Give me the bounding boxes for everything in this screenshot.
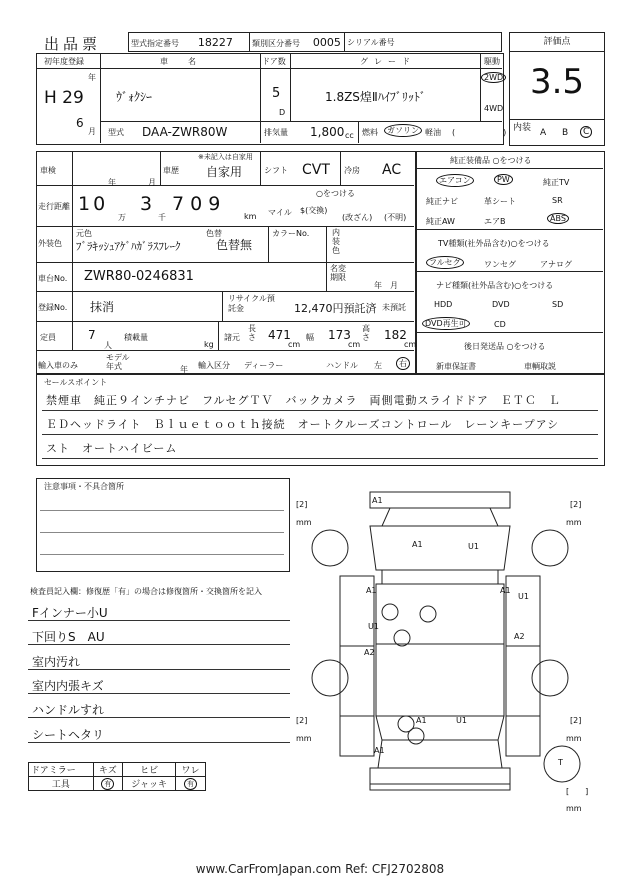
car-damage-diagram xyxy=(290,478,600,818)
colorno-label: カラーNo. xyxy=(272,229,310,238)
notes-label: 注意事項・不具合箇所 xyxy=(44,482,124,491)
type-no: 18227 xyxy=(197,35,233,49)
auction-sheet: 出品票 型式指定番号 18227 類別区分番号 0005 シリアル番号 評価点 3.5 内装 A B C 初年度登録 H 29 年 6 月 車名 ｳﾞｫｸｼｰ ドア数 5 D グレード 1.8ZS煌Ⅱﾊｲﾌﾞﾘｯﾄﾞ 駆動 2WD 4WD 型式 DAA-ZWR80W 排気量 1,800 cc 燃料 ガソリン 軽油 ( ) 車検 年 月 車歴 ※未記入は自家用 自家用 シフト CVT 冷房 AC 走行距離 10 万 3 千 709 km ○をつける マイル $(交換) (改ざん) (不明) 外装色 元色 ﾌﾞﾗｷｯｼｭｱｹﾞﾊｶﾞﾗｽﾌﾚｰｸ 色替 色替無 カラーNo. 内装色 車台No. ZWR80-0246831 名変期限 年 月 登録No. 抹消 リサイクル預託金 12,470円預託済 未預託 定員 7 人 積載量 kg 諸元 長さ 471 cm 幅 173 cm 高さ 182 cm 輸入車のみ モデル年式 年 輸入区分 ディーラー ハンドル 左 右 純正装備品 ○をつける エアコン PW 純正TV 純正ナビ 革シート SR 純正AW エアB ABS TV種類(社外品含む)○をつける フルセグ ワンセグ アナログ ナビ種類(社外品含む)○をつける HDD DVD SD DVD再生可 CD 後日発送品 ○をつける 新車保証書 車輌取説 セールスポイント 禁煙車 純正９インチナビ フルセグＴＶ バックカメラ 両側電動スライドドア ＥＴＣ Ｌ ＥＤヘッドライト Ｂｌｕｅｔｏｏｔｈ接続 オートクルーズコントロール レーンキープアシ スト オートハイビーム 注意事項・不具合箇所 検査員記入欄：修復歴「有」の場合は修復箇所・交換箇所を記入 Fインナー小U 下回りS AU 室内汚れ 室内内張キズ ハンドルすれ シートヘタリ ドアミラー キズ ヒビ ワレ 工具 有 ジャッキ 有 A1 A1 U1 A1 A1 U1 U1 A2 A2 A1 U1 A1 T [2] mm [2] mm [2] mm [2] mm [ ] mm www.CarFromJapan.com Ref: CFJ2702808 xyxy=(0,0,640,880)
legend-tool-have: 有 xyxy=(101,778,114,790)
tread-fl-unit: mm xyxy=(296,518,312,527)
rear-left-quarter xyxy=(340,716,374,756)
doors-suffix: D xyxy=(279,108,286,117)
sales-line-2: ＥＤヘッドライト Ｂｌｕｅｔｏｏｔｈ接続 オートクルーズコントロール レーンキープアシ xyxy=(46,418,560,431)
regno-label: 登録No. xyxy=(38,303,68,312)
fuel-gasoline: ガソリン xyxy=(384,124,422,137)
footer-ref: www.CarFromJapan.com Ref: CFJ2702808 xyxy=(195,862,445,876)
mileage-d5: 0 xyxy=(190,193,209,215)
sen-label: 千 xyxy=(158,213,166,222)
tv-fullseg: フルセグ xyxy=(426,256,464,269)
tread-spare-unit: mm xyxy=(566,804,582,813)
score-label: 評価点 xyxy=(510,33,604,52)
score-value: 3.5 xyxy=(529,62,585,102)
model-year-label: モデル年式 xyxy=(106,353,130,371)
chassis-label: 車台No. xyxy=(38,274,68,283)
nav-dvdplay: DVD再生可 xyxy=(422,317,470,330)
type-no-label: 型式指定番号 xyxy=(131,38,179,48)
nav-title: ナビ種類(社外品含む)○をつける xyxy=(436,281,554,290)
score-box xyxy=(509,32,605,146)
shift-label: シフト xyxy=(264,166,288,175)
equip-title: 純正装備品 ○をつける xyxy=(450,156,532,165)
disp-label: 排気量 xyxy=(264,128,288,137)
shift-value: CVT xyxy=(302,162,330,178)
capacity-value: 7 xyxy=(88,328,96,342)
legend-break: ワレ xyxy=(176,763,206,777)
load-label: 積載量 xyxy=(124,333,148,342)
nav-cd: CD xyxy=(494,320,506,329)
dealer-label: ディーラー xyxy=(244,361,284,370)
car-name: ｳﾞｫｸｼｰ xyxy=(116,90,153,104)
first-reg-month: 6 xyxy=(76,116,84,130)
legend-table xyxy=(28,762,206,791)
note-item-2: 下回りS AU xyxy=(32,630,105,644)
length-unit: cm xyxy=(288,340,301,349)
load-unit: kg xyxy=(204,340,214,349)
damage-a2-right-door: A2 xyxy=(514,632,525,641)
import-label: 輸入車のみ xyxy=(38,361,78,370)
note-item-6: シートヘタリ xyxy=(32,728,105,742)
drive-4wd: 4WD xyxy=(484,104,504,113)
interior-a: A xyxy=(540,128,547,138)
fuel-diesel: 軽油 xyxy=(425,128,441,137)
damage-u1-left-door: U1 xyxy=(368,622,379,631)
tread-fl: 2 xyxy=(299,500,305,509)
length-value: 471 xyxy=(268,328,291,342)
note-item-3: 室内汚れ xyxy=(32,655,81,669)
year-unit: 年 xyxy=(88,73,96,82)
doc-title: 後日発送品 ○をつける xyxy=(464,342,546,351)
model-value: DAA-ZWR80W xyxy=(142,125,228,139)
model-label: 型式 xyxy=(108,128,124,137)
note-item-5: ハンドルすれ xyxy=(32,703,105,717)
damage-a1-front-bumper: A1 xyxy=(372,496,383,505)
interior-b: B xyxy=(562,128,569,138)
mileage-d3: 3 xyxy=(140,193,153,215)
note-item-4: 室内内張キズ xyxy=(32,679,104,693)
class-no: 0005 xyxy=(312,35,341,49)
right-door xyxy=(506,646,540,716)
wheel-front-right xyxy=(532,530,568,566)
trim-color-label: 内装色 xyxy=(332,228,340,255)
tv-title: TV種類(社外品含む)○をつける xyxy=(438,239,550,248)
tread-fr-unit: mm xyxy=(566,518,582,527)
inspect-label: 車検 xyxy=(40,166,56,175)
spare-label: T xyxy=(558,758,563,767)
damage-a1-right-fender: A1 xyxy=(500,586,511,595)
usage-value: 自家用 xyxy=(206,165,243,179)
legend-tool: 工具 xyxy=(29,777,94,791)
sales-line-1: 禁煙車 純正９インチナビ フルセグＴＶ バックカメラ 両側電動スライドドア ＥＴＣ Ｌ xyxy=(46,394,561,407)
equip-abs: ABS xyxy=(547,213,569,224)
class-no-label: 類別区分番号 xyxy=(252,38,300,48)
tread-rr: 2 xyxy=(573,716,579,725)
doors-value: 5 xyxy=(272,86,281,101)
note-item-1: Fインナー小U xyxy=(32,606,108,620)
wheel-rear-right xyxy=(532,660,568,696)
mileage-label: 走行距離 xyxy=(38,202,70,211)
recycle-not: 未預託 xyxy=(382,303,406,312)
capacity-unit: 人 xyxy=(104,341,112,350)
recycle-label: リサイクル預託金 xyxy=(228,294,275,313)
fuel-label: 燃料 xyxy=(362,128,378,137)
roof xyxy=(376,644,504,716)
color-change-label: 色替 xyxy=(206,229,222,238)
color-label: 外装色 xyxy=(38,239,62,248)
month-unit: 月 xyxy=(88,127,96,136)
regno-value: 抹消 xyxy=(90,300,115,314)
damage-u1-tailgate: U1 xyxy=(456,716,467,725)
plate-label: 名変期限 xyxy=(330,264,346,282)
height-unit: cm xyxy=(404,340,417,349)
dim-label: 諸元 xyxy=(224,333,240,342)
windshield xyxy=(382,570,498,584)
damage-a1-tailgate: A1 xyxy=(416,716,427,725)
damage-u1-right-fender: U1 xyxy=(518,592,529,601)
disp-unit: cc xyxy=(345,131,354,140)
front-bumper xyxy=(370,492,510,508)
legend-scratch: キズ xyxy=(93,763,123,777)
mileage-d6: 9 xyxy=(208,193,227,215)
grade-value: 1.8ZS煌Ⅱﾊｲﾌﾞﾘｯﾄﾞ xyxy=(325,90,426,104)
color-value: ﾌﾞﾗｷｯｼｭｱｹﾞﾊｶﾞﾗｽﾌﾚｰｸ xyxy=(76,240,181,253)
equip-tv: 純正TV xyxy=(543,178,570,187)
tread-fr: 2 xyxy=(573,500,579,509)
capacity-label: 定員 xyxy=(40,333,56,342)
first-reg-era: H 29 xyxy=(44,88,84,108)
tamper-option: (改ざん) xyxy=(342,213,373,222)
chassis-value: ZWR80-0246831 xyxy=(84,269,194,284)
width-unit: cm xyxy=(348,340,361,349)
legend-jack: ジャッキ xyxy=(123,777,176,791)
nav-hdd: HDD xyxy=(434,300,453,309)
tread-rl-unit: mm xyxy=(296,734,312,743)
tread-rl: 2 xyxy=(299,716,305,725)
tv-analog: アナログ xyxy=(540,260,572,269)
tread-rr-unit: mm xyxy=(566,734,582,743)
height-value: 182 xyxy=(384,328,407,342)
inspect-year-unit: 年 xyxy=(108,178,116,187)
hood-front xyxy=(382,508,498,526)
equip-nav: 純正ナビ xyxy=(426,197,458,206)
color-change-value: 色替無 xyxy=(216,238,253,252)
ac-value: AC xyxy=(382,162,402,178)
usage-label: 車歴 xyxy=(163,166,179,175)
plate-ym: 年 月 xyxy=(374,281,398,290)
recycle-value: 12,470円預託済 xyxy=(294,302,377,315)
damage-a1-left-fender: A1 xyxy=(366,586,377,595)
doors-label: ドア数 xyxy=(262,57,286,66)
man-label: 万 xyxy=(118,213,126,222)
legend-crack: ヒビ xyxy=(123,763,176,777)
hood xyxy=(370,526,510,570)
legend-mirror: ドアミラー xyxy=(29,763,94,777)
sheet-title: 出品票 xyxy=(44,35,102,53)
inspector-label: 検査員記入欄：修復歴「有」の場合は修復箇所・交換箇所を記入 xyxy=(30,587,262,596)
interior-label: 内装 xyxy=(513,123,532,133)
equip-aw: 純正AW xyxy=(426,217,455,226)
width-value: 173 xyxy=(328,328,351,342)
equip-leather: 革シート xyxy=(484,197,516,206)
mileage-mark-note: ○をつける xyxy=(316,189,355,198)
length-label: 長さ xyxy=(248,324,256,342)
wheel-front-left xyxy=(312,530,348,566)
import-class-label: 輸入区分 xyxy=(198,361,230,370)
unknown-option: (不明) xyxy=(384,213,407,222)
mile-option: マイル xyxy=(268,208,292,217)
disp-value: 1,800 xyxy=(310,125,345,139)
doc-manual: 車輌取説 xyxy=(524,362,556,371)
drive-label: 駆動 xyxy=(484,57,500,66)
damage-a1-rear-bumper: A1 xyxy=(374,746,385,755)
rear-window xyxy=(376,716,504,740)
notes-box xyxy=(36,478,290,572)
damage-a2-left-quarter: A2 xyxy=(364,648,375,657)
handle-label: ハンドル xyxy=(326,361,358,370)
equip-pw: PW xyxy=(494,174,513,185)
tailgate xyxy=(378,740,502,768)
drive-2wd: 2WD xyxy=(481,72,506,83)
serial-label: シリアル番号 xyxy=(347,37,395,47)
roof-front xyxy=(376,584,504,644)
doc-warranty: 新車保証書 xyxy=(436,362,476,371)
mileage-d2: 0 xyxy=(93,193,109,215)
height-label: 高さ xyxy=(362,324,370,342)
equip-ac: エアコン xyxy=(436,174,474,187)
interior-c: C xyxy=(580,126,592,138)
first-reg-label: 初年度登録 xyxy=(44,57,84,66)
handle-right: 右 xyxy=(396,357,410,370)
handle-left: 左 xyxy=(374,361,382,370)
km-label: km xyxy=(244,212,257,221)
width-label: 幅 xyxy=(306,333,314,342)
ac-label: 冷房 xyxy=(344,166,360,175)
nav-dvd: DVD xyxy=(492,300,510,309)
grade-label: グレード xyxy=(360,57,416,66)
car-name-label: 車名 xyxy=(160,57,216,66)
sales-label: セールスポイント xyxy=(44,378,108,387)
damage-a1-hood: A1 xyxy=(412,540,423,549)
usage-note: ※未記入は自家用 xyxy=(198,153,253,161)
inspect-month-unit: 月 xyxy=(148,178,156,187)
exchange-option: $(交換) xyxy=(300,206,328,215)
rear-bumper xyxy=(370,768,510,784)
model-year-unit: 年 xyxy=(180,365,188,374)
equip-airbag: エアB xyxy=(484,217,506,226)
wheel-rear-left xyxy=(312,660,348,696)
tv-oneseg: ワンセグ xyxy=(484,260,516,269)
equip-sr: SR xyxy=(552,196,563,205)
rear-right-quarter xyxy=(506,716,540,756)
nav-sd: SD xyxy=(552,300,564,309)
mileage-d1: 1 xyxy=(78,193,94,215)
sales-line-3: スト オートハイビーム xyxy=(46,442,178,455)
damage-u1-hood: U1 xyxy=(468,542,479,551)
legend-jack-have: 有 xyxy=(184,778,197,790)
mileage-d4: 7 xyxy=(172,193,191,215)
orig-color-label: 元色 xyxy=(76,229,92,238)
